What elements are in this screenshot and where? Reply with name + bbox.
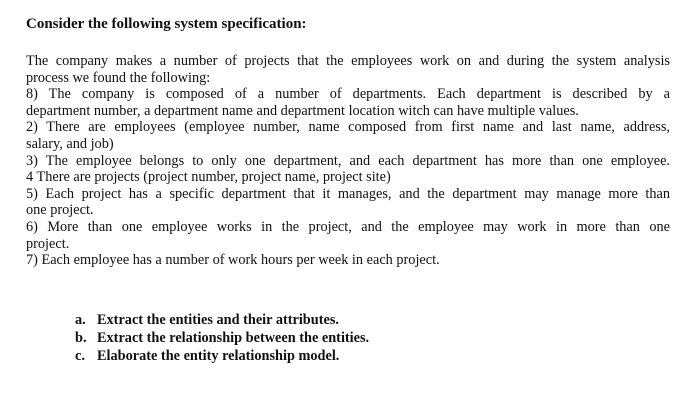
paragraph-line: salary, and job) xyxy=(26,135,114,152)
paragraph-line: 3) The employee belongs to only one department, and each department has more than one employee. xyxy=(26,152,670,169)
task-list xyxy=(75,311,369,365)
paragraph-line: 7) Each employee has a number of work hours per week in each project. xyxy=(26,252,440,269)
task-text: Elaborate the entity relationship model. xyxy=(97,348,340,364)
task-letter: b. xyxy=(75,330,87,346)
task-item xyxy=(75,329,369,347)
paragraph-line: process we found the following: xyxy=(26,69,211,86)
task-item xyxy=(75,311,369,329)
task-letter: a. xyxy=(75,312,86,328)
task-text: Extract the relationship between the entities. xyxy=(97,330,370,346)
task-item xyxy=(75,347,369,365)
task-letter: c. xyxy=(75,348,85,364)
specification-paragraph xyxy=(26,53,670,269)
paragraph-line: 5) Each project has a specific department that it manages, and the department may manage more than xyxy=(26,185,670,202)
document-heading: Consider the following system specification: xyxy=(26,16,307,32)
paragraph-line: 2) There are employees (employee number, name composed from first name and last name, address, xyxy=(26,119,670,136)
paragraph-line: 6) More than one employee works in the project, and the employee may work in more than one xyxy=(26,218,670,235)
paragraph-line: one project. xyxy=(26,202,94,219)
paragraph-line: 8) The company is composed of a number of departments. Each department is described by a xyxy=(26,86,670,103)
paragraph-line: department number, a department name and department location witch can have multiple values. xyxy=(26,102,579,119)
task-text: Extract the entities and their attributes. xyxy=(97,312,339,328)
paragraph-line: The company makes a number of projects that the employees work on and during the system analysis xyxy=(26,53,670,69)
paragraph-line: project. xyxy=(26,235,70,252)
paragraph-line: 4 There are projects (project number, project name, project site) xyxy=(26,169,391,186)
